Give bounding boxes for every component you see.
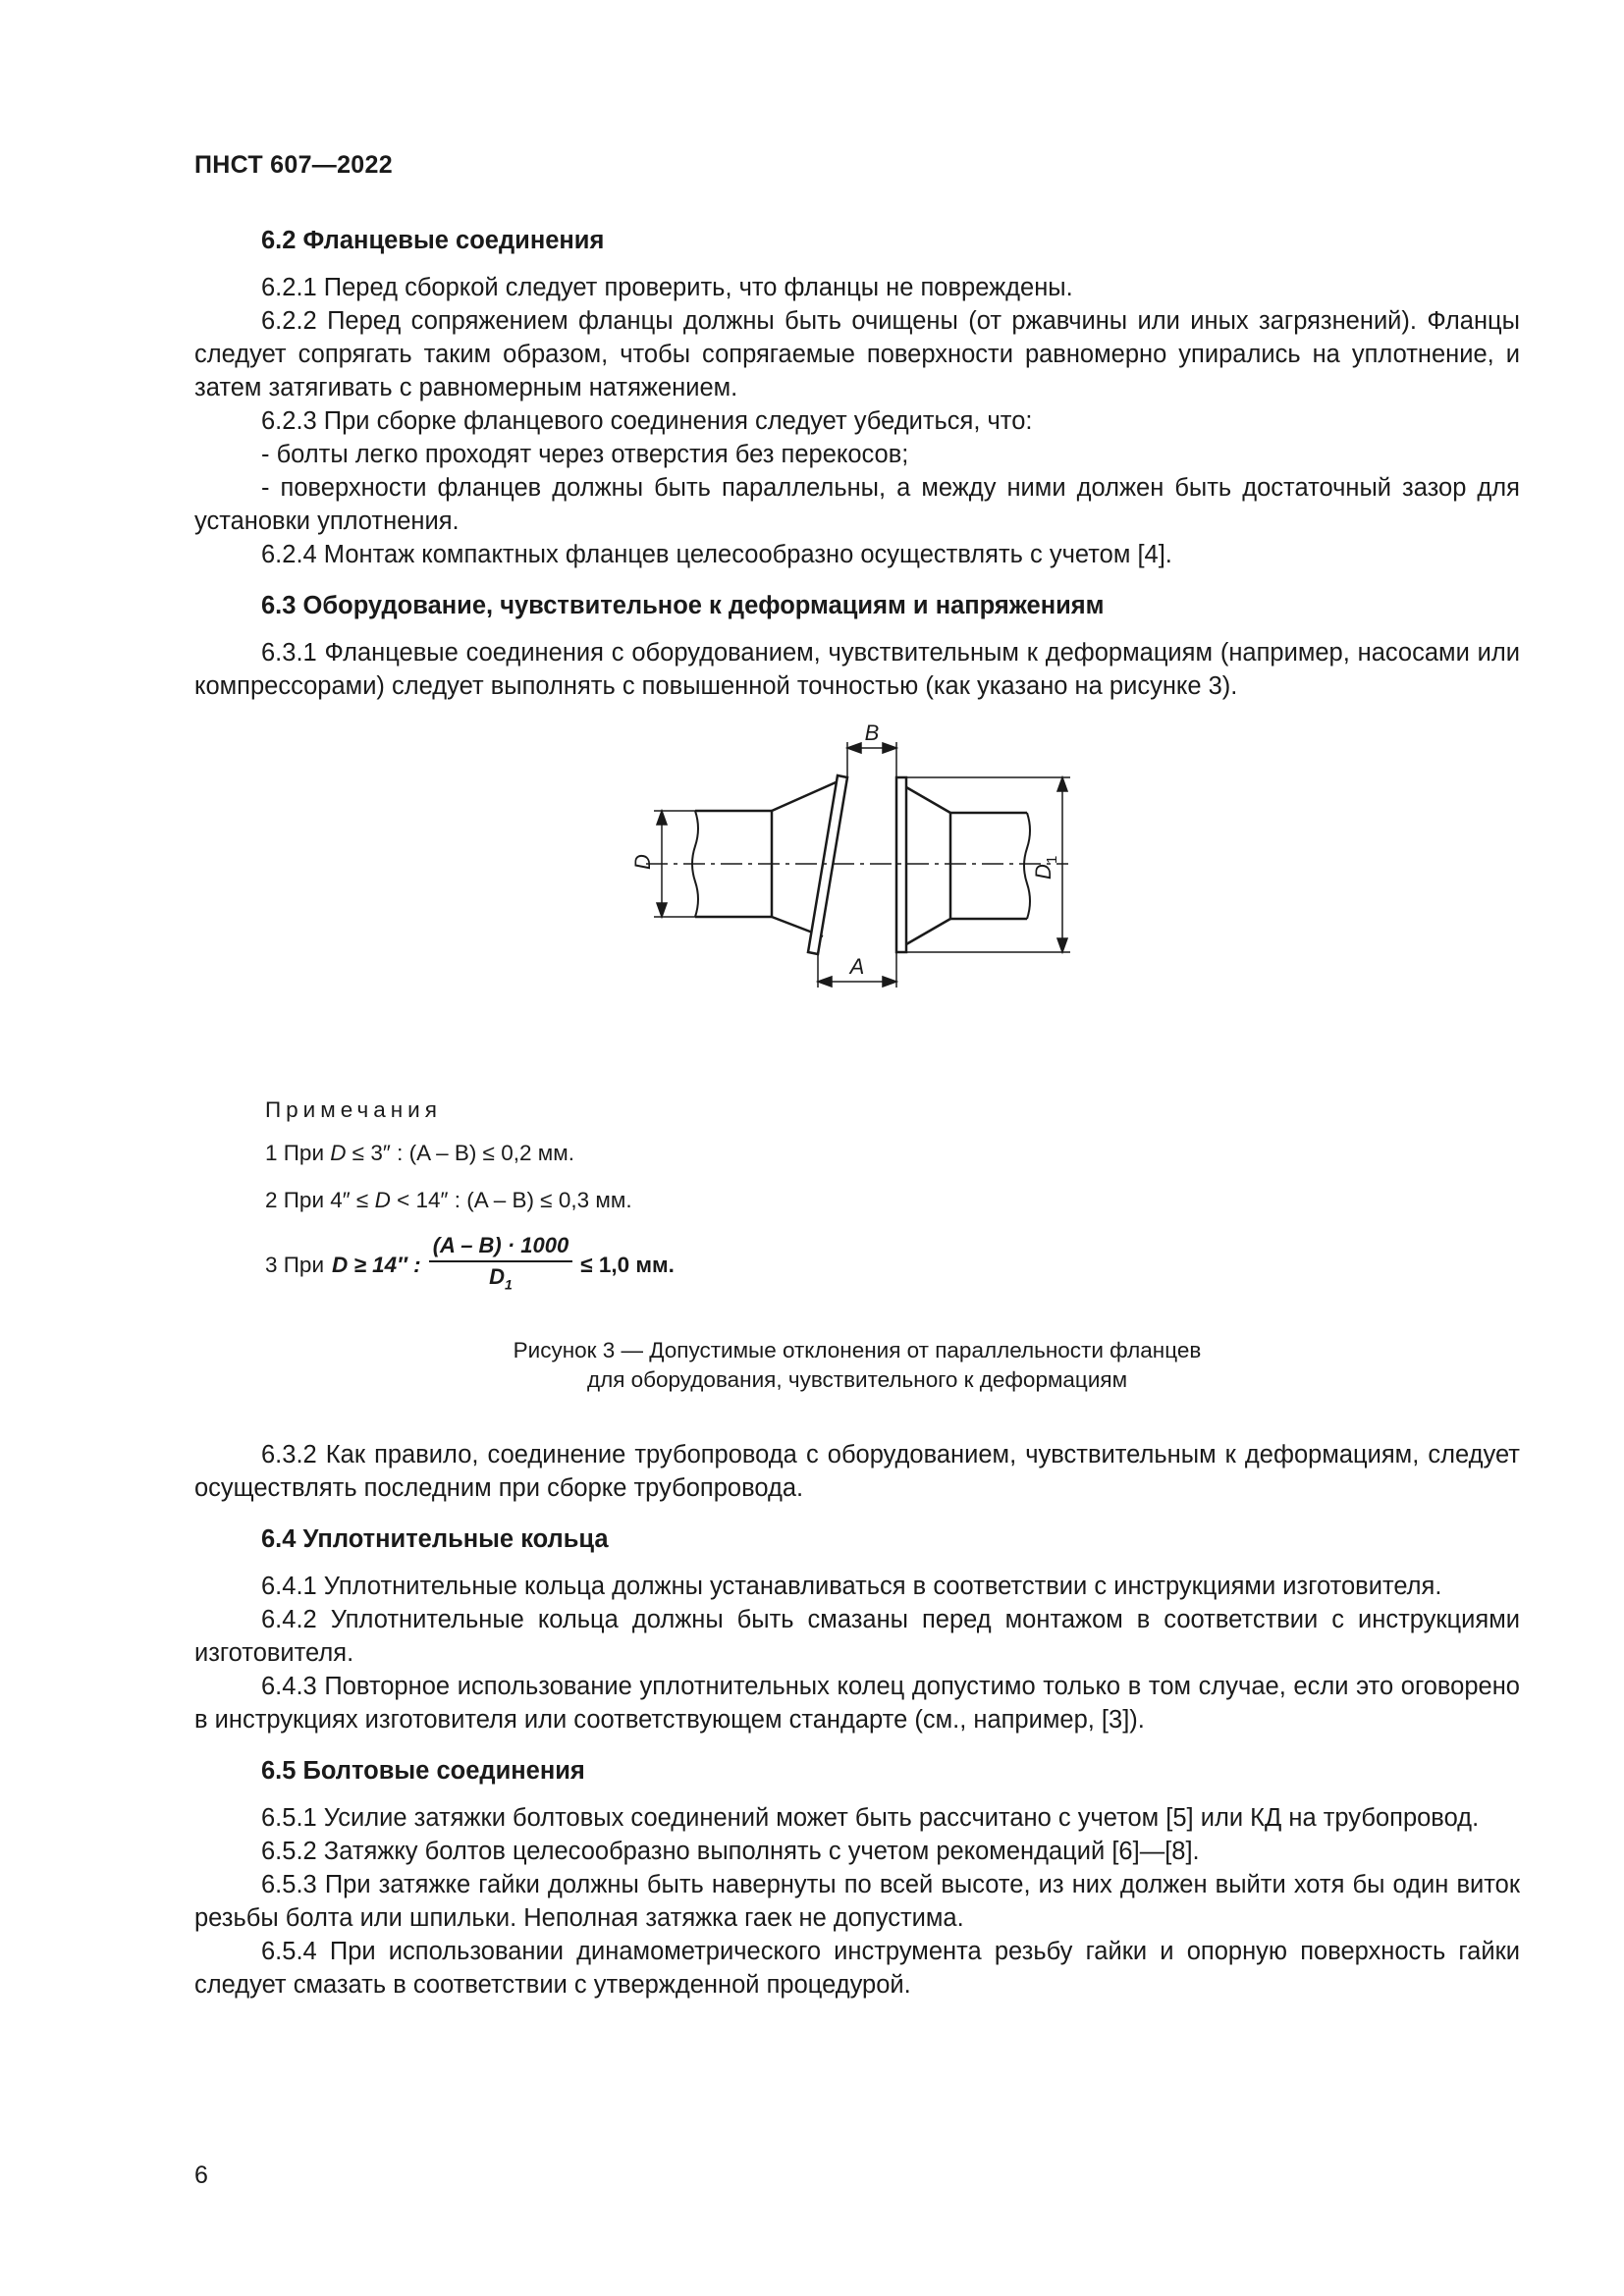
paragraph-6-3-2: 6.3.2 Как правило, соединение трубопровода с оборудованием, чувствительным к деформациям, следует осуществлять последним при сборке трубопровода. [194,1441,1520,1503]
paragraph-6-4-2: 6.4.2 Уплотнительные кольца должны быть смазаны перед монтажом в соответствии с инструкциями изготовителя. [194,1606,1520,1668]
document-code: ПНСТ 607—2022 [194,151,393,179]
section-heading-6-3: 6.3 Оборудование, чувствительное к деформациям и напряжениям [261,592,1105,619]
label-d: D [630,854,655,870]
paragraph-6-2-1: 6.2.1 Перед сборкой следует проверить, что фланцы не повреждены. [261,274,1073,301]
note-3: 3 При D ≥ 14″ : $\frac{(A - B) \cdot 1000}{D_1}$ ≤ 1,0 мм. [265,1233,1520,1297]
page-content [194,224,1520,2002]
label-d1: D [1031,864,1056,880]
section-heading-6-5: 6.5 Болтовые соединения [261,1757,585,1786]
label-a: A [849,954,865,979]
fraction-numerator: (A – B) · 1000 [429,1233,573,1262]
left-flange-tilted [808,775,847,954]
figure-3 [194,721,1520,1054]
bullet-bolts: - болты легко проходят через отверстия без перекосов; [261,441,909,468]
right-flange [896,777,906,952]
note-3-limit: ≤ 1,0 мм. [580,1252,675,1277]
paragraph-6-2-3: 6.2.3 При сборке фланцевого соединения следует убедиться, что: [261,407,1033,435]
right-break-line [1024,813,1030,919]
label-b: B [864,721,880,745]
figure-notes [194,1095,1520,1297]
notes-title: Примечания [265,1097,442,1122]
label-d1-subscript: 1 [1044,855,1060,864]
note-1: 1 При D ≤ 3″ : (A – B) ≤ 0,2 мм. [265,1141,574,1165]
paragraph-6-5-3: 6.5.3 При затяжке гайки должны быть навернуты по всей высоте, из них должен выйти хотя бы один виток резьбы болта или шпильки. Неполная затяжка гаек не допустима. [194,1871,1520,1933]
paragraph-6-2-2: 6.2.2 Перед сопряжением фланцы должны быть очищены (от ржавчины или иных загрязнений). Фланцы следует сопрягать таким образом, чтобы сопрягаемые поверхности равномерно упирались на уплотнение, и затем затягивать с равномерным натяжением. [194,307,1520,401]
right-cone-bottom [906,919,950,944]
section-heading-6-4: 6.4 Уплотнительные кольца [261,1525,609,1554]
note-3-condition: D ≥ 14″ : [332,1252,421,1277]
flange-diagram [194,721,1520,1054]
section-heading-6-2: 6.2 Фланцевые соединения [261,227,605,254]
right-cone-top [906,787,950,813]
paragraph-6-2-4: 6.2.4 Монтаж компактных фланцев целесообразно осуществлять с учетом [4]. [261,541,1172,568]
paragraph-6-5-4: 6.5.4 При использовании динамометрического инструмента резьбу гайки и опорную поверхность гайки следует смазать в соответствии с утвержденной процедурой. [194,1938,1520,2000]
paragraph-6-4-1: 6.4.1 Уплотнительные кольца должны устанавливаться в соответствии с инструкциями изготовителя. [261,1573,1442,1601]
caption-line-1: Рисунок 3 — Допустимые отклонения от параллельности фланцев [513,1338,1202,1363]
page-number: 6 [194,2162,208,2189]
note-3-fraction [429,1233,573,1297]
note-2: 2 При 4″ ≤ D < 14″ : (A – B) ≤ 0,3 мм. [265,1188,632,1212]
paragraph-6-3-1: 6.3.1 Фланцевые соединения с оборудованием, чувствительным к деформациям (например, насосами или компрессорами) следует выполнять с повышенной точностью (как указано на рисунке 3). [194,639,1520,700]
paragraph-6-5-1: 6.5.1 Усилие затяжки болтовых соединений может быть рассчитано с учетом [5] или КД на трубопровод. [261,1804,1480,1833]
paragraph-6-5-2: 6.5.2 Затяжку болтов целесообразно выполнять с учетом рекомендаций [6]—[8]. [261,1838,1200,1866]
caption-line-2: для оборудования, чувствительного к деформациям [586,1367,1128,1393]
bullet-surfaces: - поверхности фланцев должны быть параллельны, а между ними должен быть достаточный зазор для установки уплотнения. [194,474,1520,535]
figure-caption [194,1336,1520,1395]
paragraph-6-4-3: 6.4.3 Повторное использование уплотнительных колец допустимо только в том случае, если это оговорено в инструкциях изготовителя или соответствующем стандарте (см., например, [3]). [194,1673,1520,1735]
fraction-denominator: $D_1$ [489,1264,513,1293]
